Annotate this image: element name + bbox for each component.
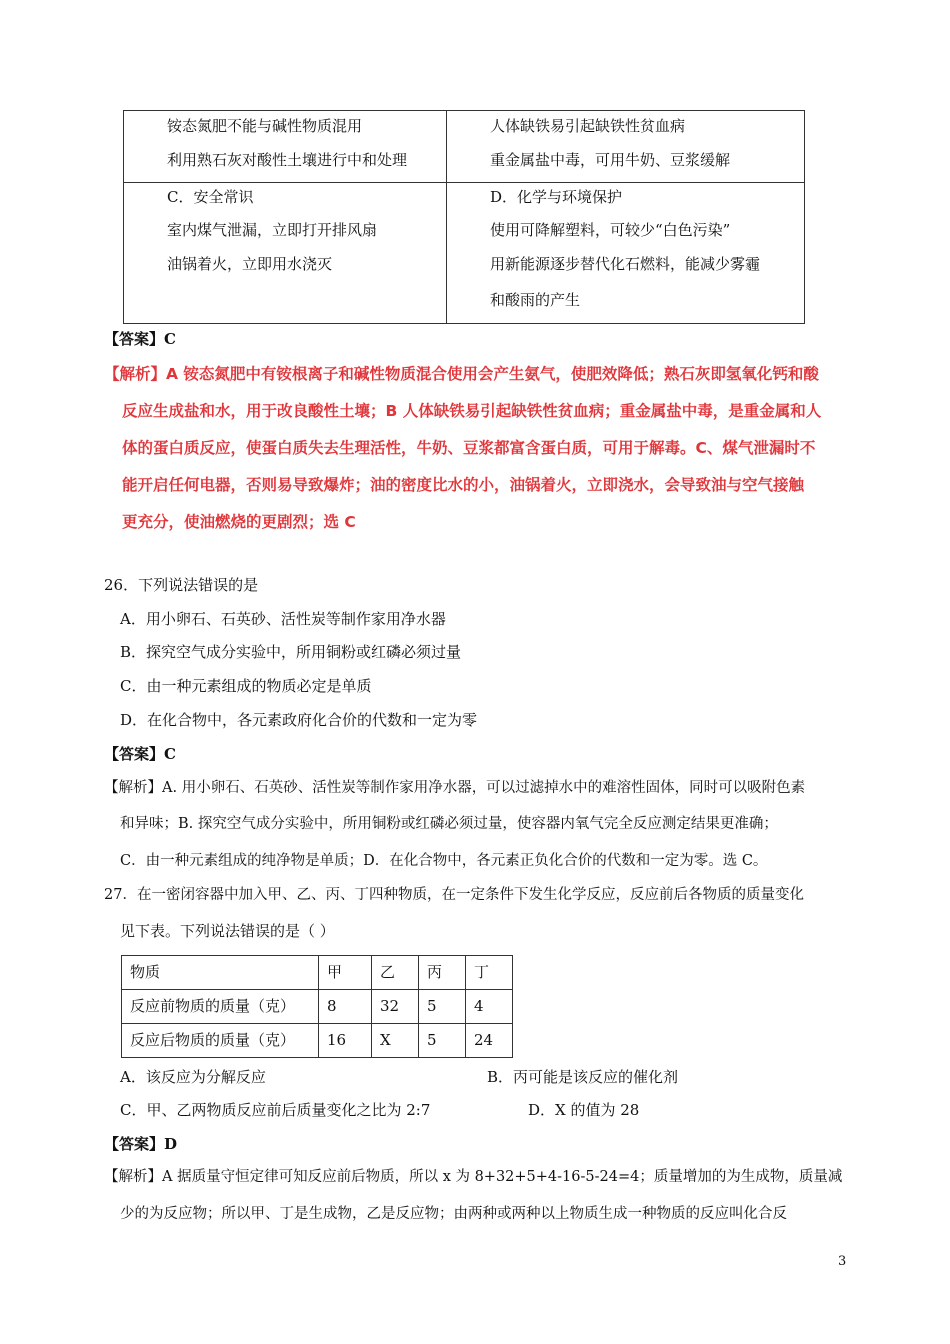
- table-cell: X: [372, 1024, 419, 1058]
- table-text: 和酸雨的产生: [490, 291, 581, 309]
- table-cell: 5: [419, 1024, 466, 1058]
- table-text: 使用可降解塑料，可较少“白色污染”: [490, 221, 731, 239]
- table-text: 利用熟石灰对酸性土壤进行中和处理: [167, 151, 408, 169]
- analysis-line: 更充分，使油燃烧的更剧烈；选 C: [122, 513, 356, 531]
- analysis-line: C．由一种元素组成的纯净物是单质；D．在化合物中，各元素正负化合价的代数和一定为零。选 C。: [120, 853, 768, 869]
- question-option: C．甲、乙两物质反应前后质量变化之比为 2:7: [120, 1101, 431, 1119]
- table-header-cell: 乙: [372, 956, 419, 990]
- table-text: 用新能源逐步替代化石燃料，能减少雾霾: [490, 255, 761, 273]
- table-cell: 4: [466, 990, 513, 1024]
- table-text: 重金属盐中毒，可用牛奶、豆浆缓解: [490, 151, 731, 169]
- table-text: 人体缺铁易引起缺铁性贫血病: [490, 117, 686, 135]
- analysis-line: 【解析】A. 用小卵石、石英砂、活性炭等制作家用净水器，可以过滤掉水中的难溶性固体，同时可以吸附色素: [104, 780, 806, 796]
- question-stem: 27．在一密闭容器中加入甲、乙、丙、丁四种物质，在一定条件下发生化学反应，反应前后各物质的质量变化: [104, 887, 804, 903]
- mass-table: [121, 955, 513, 1058]
- question-option: B．探究空气成分实验中，所用铜粉或红磷必须过量: [120, 643, 462, 661]
- answer-label: 【答案】C: [104, 330, 176, 348]
- table-cell: 32: [372, 990, 419, 1024]
- table-cell-row2-left: [124, 183, 447, 324]
- answer-label: 【答案】D: [104, 1135, 178, 1153]
- table-cell-row2-right: [447, 183, 805, 324]
- analysis-line: 体的蛋白质反应，使蛋白质失去生理活性，牛奶、豆浆都富含蛋白质，可用于解毒。C、煤气泄漏时不: [122, 439, 816, 457]
- table-header-cell: 丙: [419, 956, 466, 990]
- page-number: 3: [838, 1254, 847, 1269]
- table-text: 室内煤气泄漏，立即打开排风扇: [167, 221, 378, 239]
- analysis-line: 少的为反应物；所以甲、丁是生成物，乙是反应物；由两种或两种以上物质生成一种物质的反应叫化合反: [120, 1206, 787, 1222]
- table-header-cell: 丁: [466, 956, 513, 990]
- table-cell-row1-right: [447, 111, 805, 183]
- analysis-line: 【解析】A 铵态氮肥中有铵根离子和碱性物质混合使用会产生氨气，使肥效降低；熟石灰即氢氧化钙和酸: [104, 365, 819, 383]
- question-option: C．由一种元素组成的物质必定是单质: [120, 677, 372, 695]
- table-header-cell: 物质: [122, 956, 319, 990]
- question-option: A．该反应为分解反应: [120, 1068, 266, 1086]
- question-option: A．用小卵石、石英砂、活性炭等制作家用净水器: [120, 610, 446, 628]
- question-option: B．丙可能是该反应的催化剂: [487, 1068, 679, 1086]
- analysis-line: 反应生成盐和水，用于改良酸性土壤；B 人体缺铁易引起缺铁性贫血病；重金属盐中毒，是重金属和人: [122, 402, 822, 420]
- table-cell: 24: [466, 1024, 513, 1058]
- table-row: [122, 1024, 513, 1058]
- knowledge-table: [123, 110, 805, 324]
- answer-label: 【答案】C: [104, 745, 176, 763]
- table-text: 油锅着火，立即用水浇灭: [167, 255, 333, 273]
- table-cell: 5: [419, 990, 466, 1024]
- table-text: 铵态氮肥不能与碱性物质混用: [167, 117, 363, 135]
- table-cell-row1-left: [124, 111, 447, 183]
- table-cell: 16: [319, 1024, 372, 1058]
- analysis-line: 和异味；B. 探究空气成分实验中，所用铜粉或红磷必须过量，使容器内氧气完全反应测定结果更准确；: [120, 816, 778, 832]
- question-option: D．X 的值为 28: [528, 1101, 640, 1119]
- question-option: D．在化合物中，各元素政府化合价的代数和一定为零: [120, 711, 478, 729]
- analysis-line: 【解析】A 据质量守恒定律可知反应前后物质，所以 x 为 8+32+5+4-16-5-24=4；质量增加的为生成物，质量减: [104, 1169, 843, 1185]
- question-stem: 见下表。下列说法错误的是（ ）: [120, 922, 335, 940]
- table-cell: 反应后物质的质量（克）: [122, 1024, 319, 1058]
- table-row: [122, 990, 513, 1024]
- table-header-cell: 甲: [319, 956, 372, 990]
- table-cell: 反应前物质的质量（克）: [122, 990, 319, 1024]
- table-cell: 8: [319, 990, 372, 1024]
- table-text: C．安全常识: [167, 188, 254, 206]
- table-text: D．化学与环境保护: [490, 188, 623, 206]
- question-stem: 26．下列说法错误的是: [104, 576, 259, 594]
- analysis-line: 能开启任何电器，否则易导致爆炸；油的密度比水的小，油锅着火，立即浇水，会导致油与空气接触: [122, 476, 805, 494]
